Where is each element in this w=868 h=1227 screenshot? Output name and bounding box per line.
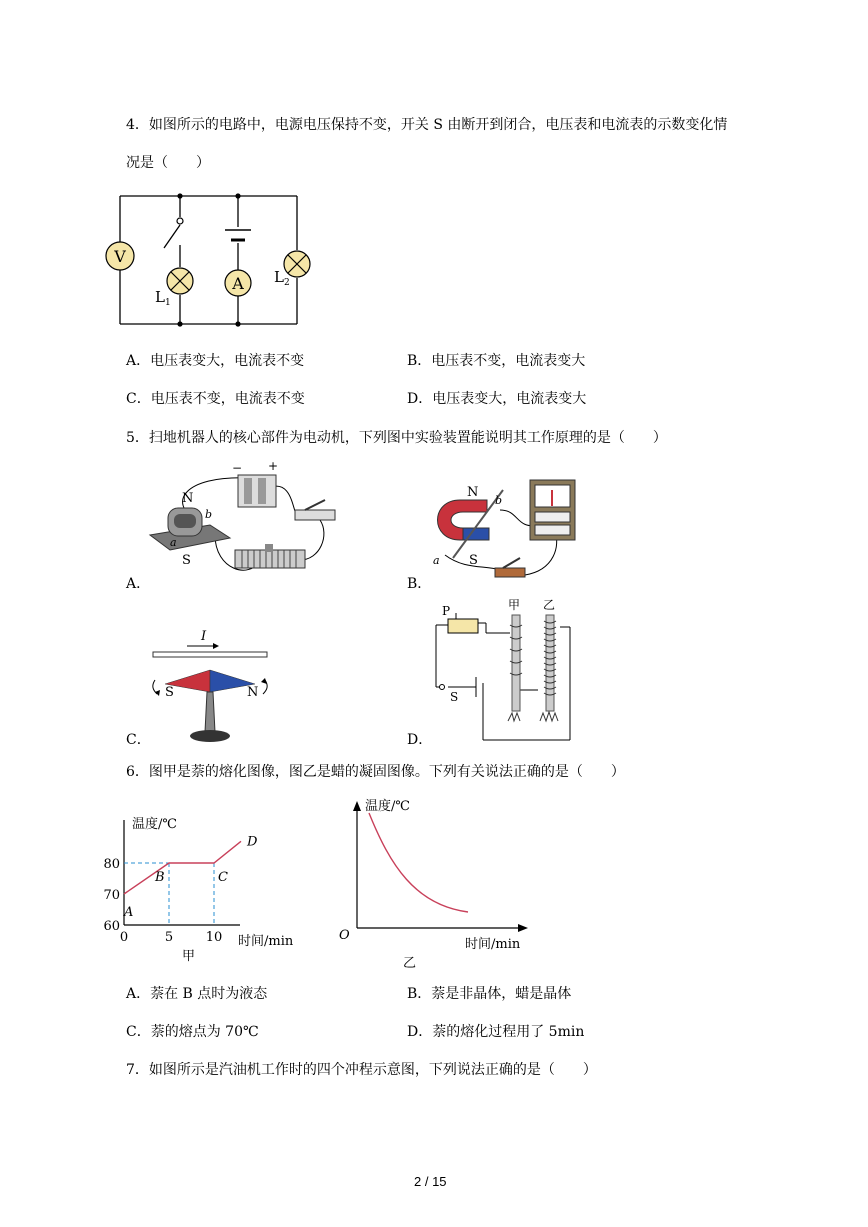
q5-option-d-label: D．: [407, 732, 433, 748]
graph-jia-ytick-70: 70: [103, 888, 120, 903]
graph-jia-ylabel: 温度/℃: [132, 817, 177, 832]
svg-text:a: a: [433, 554, 440, 567]
graph-jia-guide-lines: [124, 863, 214, 925]
q6-option-d: D．萘的熔化过程用了 5min: [407, 1024, 585, 1040]
q5-figure-a: [140, 460, 360, 590]
q6-stem-line1: 6．图甲是萘的熔化图像，图乙是蜡的凝固图像。下列有关说法正确的是（ ）: [126, 764, 625, 780]
graph-jia-point-c: C: [218, 870, 228, 885]
lamp-l2-symbol: [284, 251, 310, 277]
graph-jia-point-b: B: [155, 870, 165, 885]
q4-stem-line1: 4．如图所示的电路中，电源电压保持不变，开关 S 由断开到闭合，电压表和电流表的示数变化情: [126, 117, 728, 133]
graph-jia-caption: 甲: [182, 949, 196, 964]
q5-figure-d: [428, 595, 578, 745]
q4-option-c: C．电压表不变，电流表不变: [126, 391, 305, 407]
graph-yi-ylabel: 温度/℃: [365, 799, 410, 814]
q4-option-a: A．电压表变大，电流表不变: [126, 353, 305, 369]
svg-text:S: S: [469, 553, 478, 568]
q5-stem-line1: 5．扫地机器人的核心部件为电动机，下列图中实验装置能说明其工作原理的是（ ）: [126, 430, 667, 446]
graph-yi-xlabel: 时间/min: [465, 937, 521, 952]
graph-jia-ytick-60: 60: [103, 919, 120, 934]
q5-figure-b: [425, 470, 585, 590]
svg-text:+: +: [268, 460, 279, 473]
svg-text:S: S: [182, 553, 191, 568]
q5-option-c-label: C．: [126, 732, 151, 748]
q4-stem-line2: 况是（ ）: [126, 155, 210, 171]
graph-jia-xtick-0: 0: [119, 930, 129, 945]
lamp-l1-symbol: [167, 268, 193, 294]
q6-option-a: A．萘在 B 点时为液态: [126, 986, 268, 1002]
graph-jia-xtick-5: 5: [164, 930, 174, 945]
page-number: 2 / 15: [414, 1174, 447, 1189]
svg-text:a: a: [170, 536, 177, 549]
svg-text:P: P: [442, 604, 451, 618]
svg-text:b: b: [495, 494, 503, 507]
q6-graph-yi: [335, 795, 545, 975]
lamp-l1-label: $L_1$: [155, 288, 171, 308]
lamp-l2-label: $L_2$: [274, 268, 290, 288]
svg-text:−: −: [232, 461, 243, 475]
voltmeter-symbol: [106, 242, 134, 270]
svg-text:S: S: [450, 690, 459, 704]
q4-circuit-diagram: [100, 185, 320, 335]
graph-jia-ytick-80: 80: [103, 857, 120, 872]
svg-text:I: I: [201, 629, 207, 644]
svg-text:V: V: [114, 247, 126, 266]
naphthalene-melting-line: [124, 841, 241, 894]
svg-text:S: S: [165, 685, 174, 700]
svg-text:乙: 乙: [543, 598, 556, 612]
svg-text:甲: 甲: [508, 598, 521, 612]
q7-stem-line1: 7．如图所示是汽油机工作时的四个冲程示意图，下列说法正确的是（ ）: [126, 1062, 597, 1078]
svg-text:N: N: [467, 485, 479, 500]
graph-yi-caption: 乙: [403, 956, 417, 971]
q5-option-a-label: A．: [126, 576, 151, 592]
graph-yi-origin: O: [339, 928, 350, 943]
graph-jia-point-a: A: [124, 905, 134, 920]
q5-figure-c: [145, 622, 275, 747]
graph-jia-xlabel: 时间/min: [238, 934, 294, 949]
svg-text:A: A: [232, 274, 244, 293]
q5-option-b-label: B．: [407, 576, 432, 592]
ammeter-symbol: [225, 270, 251, 296]
wax-solidification-curve: [369, 813, 468, 912]
q6-graph-jia: [100, 808, 320, 968]
svg-text:b: b: [205, 508, 213, 521]
graph-jia-point-d: D: [247, 834, 258, 850]
svg-text:N: N: [247, 685, 259, 700]
q4-option-d: D．电压表变大，电流表变大: [407, 391, 587, 407]
svg-text:N: N: [182, 491, 194, 506]
graph-jia-xtick-10: 10: [205, 930, 223, 945]
q6-option-b: B．萘是非晶体，蜡是晶体: [407, 986, 572, 1002]
q4-option-b: B．电压表不变，电流表变大: [407, 353, 586, 369]
q6-option-c: C．萘的熔点为 70℃: [126, 1024, 259, 1040]
